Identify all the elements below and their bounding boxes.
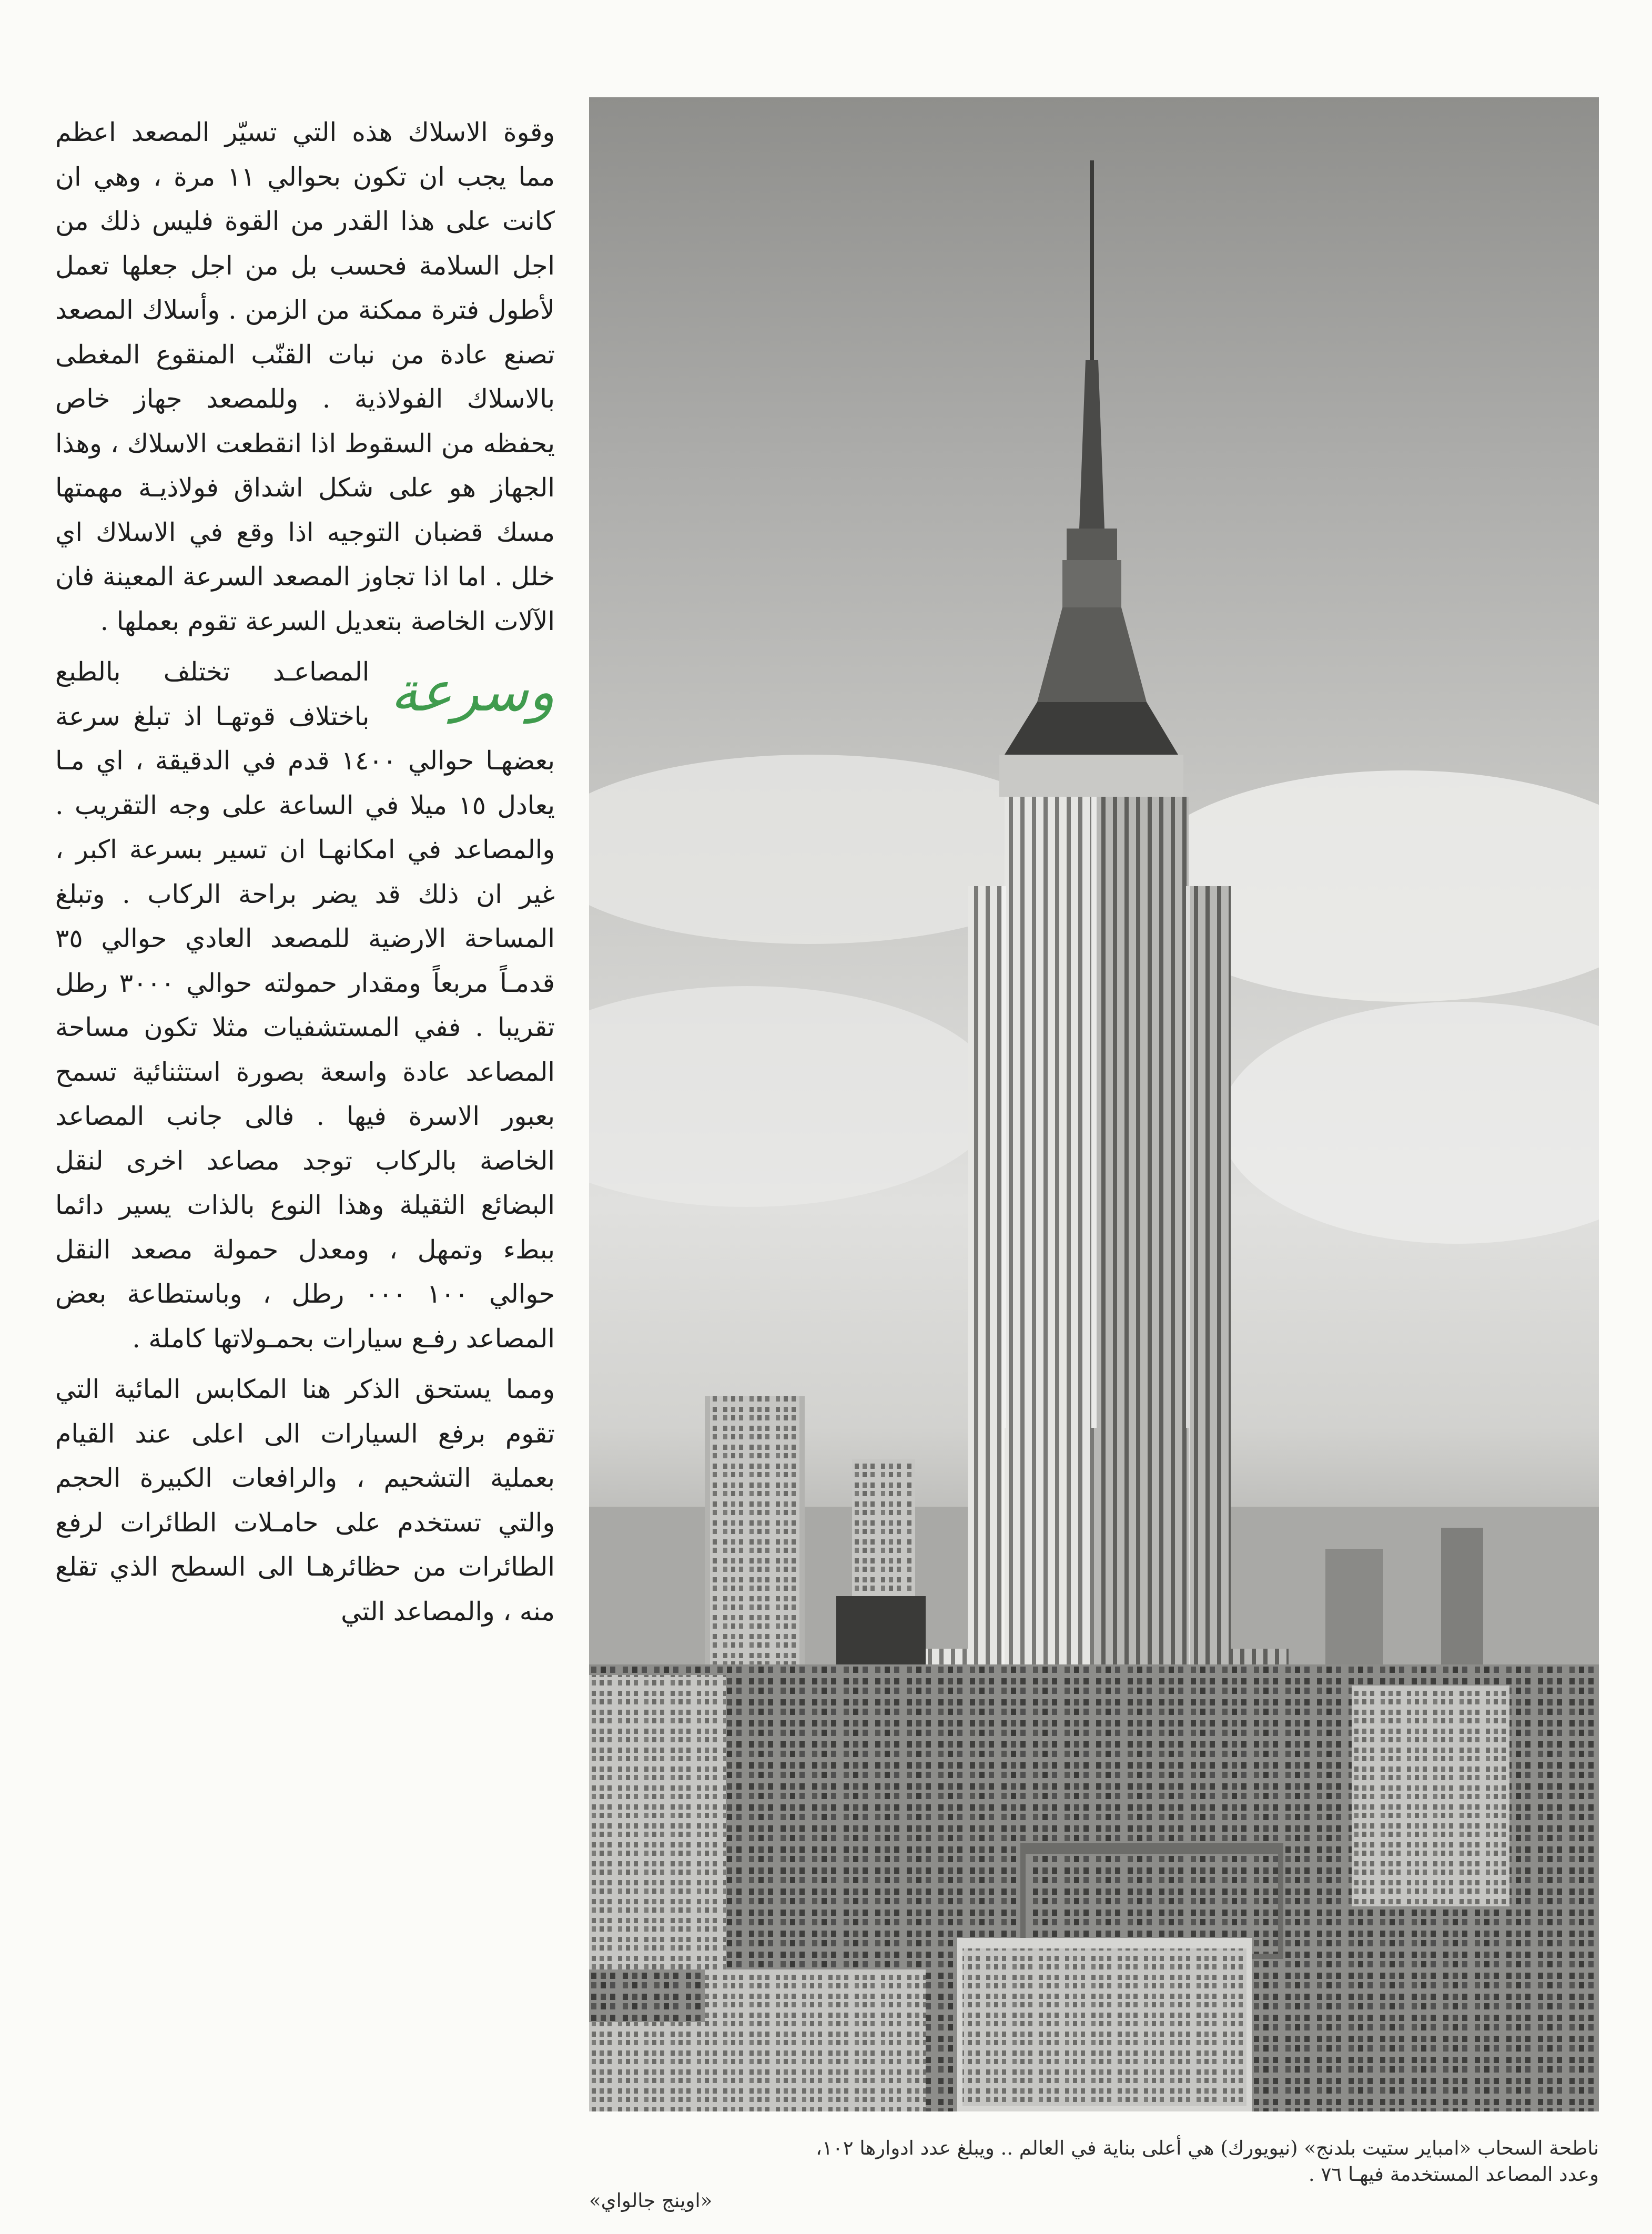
photo-caption (589, 2135, 1599, 2212)
empire-state-building-photo (589, 97, 1599, 2111)
antenna (1090, 160, 1094, 360)
section-heading: وسرعة (390, 659, 555, 724)
article-paragraph-with-heading (55, 650, 555, 1361)
article-paragraph: وقوة الاسلاك هذه التي تسيّر المصعد اعظم مما يجب ان تكون بحوالي ١١ مرة ، وهي ان كانت على هذا القدر من القوة فليس ذلك من اجل السلامة فحسب بل من اجل جعلها تعمل لأطول فترة ممكنة من الزمن . وأسلاك المصعد تصنع عادة من نبات القنّب المنقوع المغطى بالاسلاك الفولاذية . وللمصعد جهاز خاص يحفظه من السقوط اذا انقطعت الاسلاك ، وهذا الجهاز هو على شكل اشداق فولاذيـة مهمتها مسك قضبان التوجيه اذا وقع في الاسلاك اي خلل . اما اذا تجاوز المصعد السرعة المعينة فان الآلات الخاصة بتعديل السرعة تقوم بعملها . (55, 117, 555, 636)
article-text-column (55, 110, 555, 2172)
article-paragraph-body: المصاعـد تختلف بالطبع باختلاف قوتهـا اذ تبلغ سرعة بعضهـا حوالي ١٤٠٠ قدم في الدقيقة ، اي مـا يعادل ١٥ ميلا في الساعة على وجه التقريب . والمصاعد في امكانهـا ان تسير بسرعة اكبر ، غير ان ذلك قد يضر براحة الركاب . وتبلغ المساحة الارضية للمصعد العادي حوالي ٣٥ قدمـاً مربعاً ومقدار حمولته حوالي ٣٠٠٠ رطل تقريبا . ففي المستشفيات مثلا تكون مساحة المصاعد عادة واسعة بصورة استثنائية تسمح بعبور الاسرة فيها . فالى جانب المصاعد الخاصة بالركاب توجد مصاعد اخرى لنقل البضائع الثقيلة وهذا النوع بالذات يسير دائما ببطء وتمهل ، ومعدل حمولة مصعد النقل حوالي ١٠٠ ٠٠٠ رطل ، وباستطاعة بعض المصاعد رفـع سيارات بحمـولاتها كاملة . (55, 657, 555, 1354)
photo-credit: «اوينج جالواي» (589, 2189, 713, 2212)
caption-line-2: وعدد المصاعد المستخدمة فيهـا ٧٦ . (1308, 2163, 1599, 2186)
photo-illustration (589, 97, 1599, 2111)
caption-line-1: ناطحة السحاب «امباير ستيت بلدنج» (نيويورك) هي أعلى بناية في العالم .. ويبلغ عدد ادوارها ١٠٢، (816, 2137, 1599, 2159)
article-paragraph: ومما يستحق الذكر هنا المكابس المائية التي تقوم برفع السيارات الى اعلى عند القيام بعملية التشحيم ، والرافعات الكبيرة الحجم والتي تستخدم على حامـلات الطائرات لرفع الطائرات من حظائرهـا الى السطح الذي تقلع منه ، والمصاعد التي (55, 1374, 555, 1627)
tower-upper-left (1005, 797, 1094, 1428)
tower-upper-right (1094, 797, 1189, 1428)
